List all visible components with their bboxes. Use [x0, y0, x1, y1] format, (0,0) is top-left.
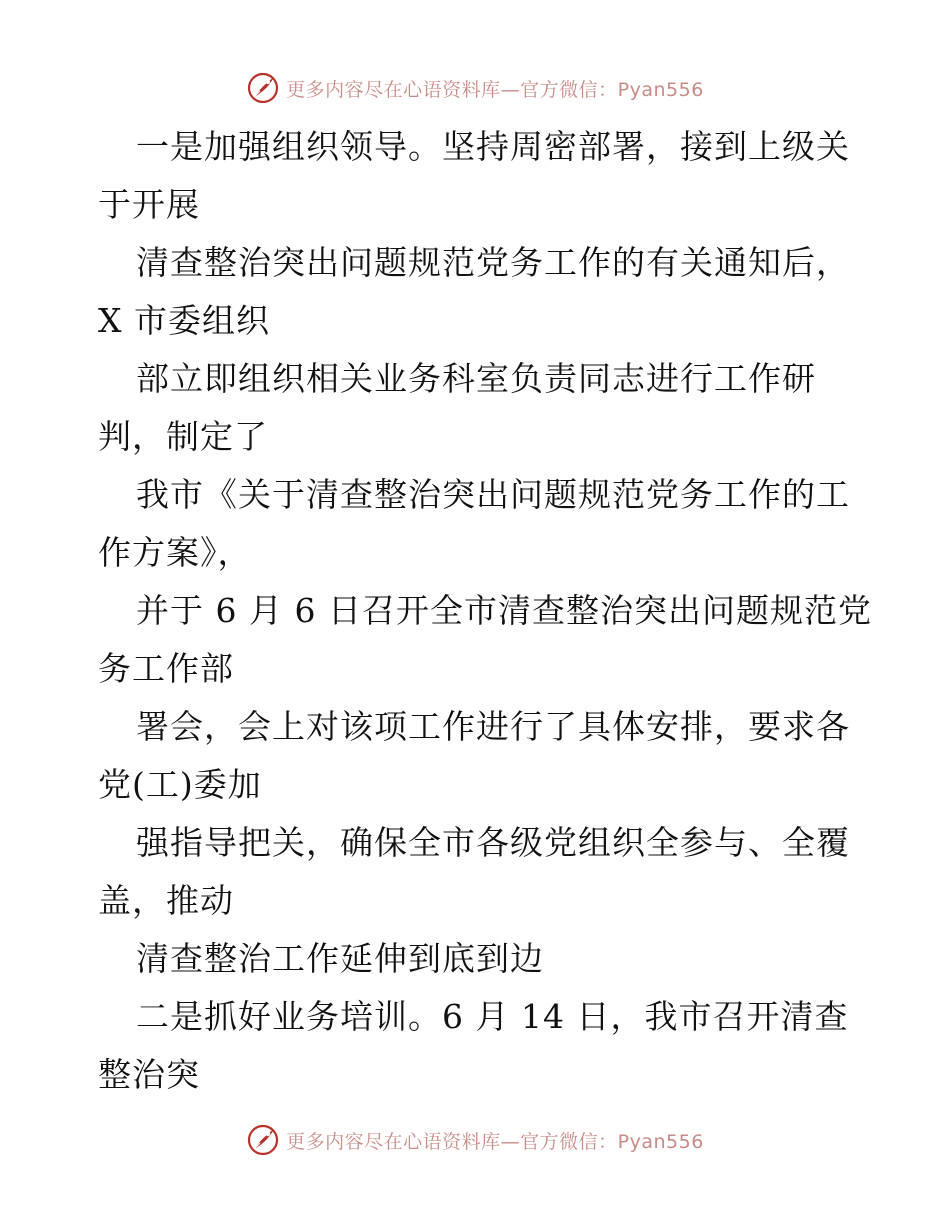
- text-line: 作方案》，: [98, 533, 252, 572]
- footer-watermark-banner: [0, 1120, 950, 1160]
- text-line: 并于 6 月 6 日召开全市清查整治突出问题规范党: [136, 591, 872, 630]
- text-line: 二是抓好业务培训。6 月 14 日，我市召开清查: [136, 997, 849, 1036]
- text-line: 于开展: [98, 185, 200, 224]
- text-line: 党(工)委加: [98, 765, 262, 804]
- quill-pen-logo-icon: [246, 71, 280, 105]
- text-line: 部立即组织相关业务科室负责同志进行工作研: [136, 359, 816, 398]
- banner-text: 更多内容尽在心语资料库—官方微信：Pyan556: [286, 1130, 704, 1153]
- text-line: 一是加强组织领导。坚持周密部署，接到上级关: [136, 127, 850, 166]
- text-line: 署会，会上对该项工作进行了具体安排，要求各: [136, 707, 850, 746]
- text-line: 盖，推动: [98, 881, 234, 920]
- quill-pen-logo-icon: [246, 1123, 280, 1157]
- banner-content: [246, 1123, 704, 1157]
- banner-content: [246, 71, 704, 105]
- text-line: 我市《关于清查整治突出问题规范党务工作的工: [136, 475, 850, 514]
- header-watermark-banner: [0, 68, 950, 108]
- text-line: X 市委组织: [98, 301, 270, 340]
- text-line: 强指导把关，确保全市各级党组织全参与、全覆: [136, 823, 850, 862]
- text-line: 清查整治工作延伸到底到边: [136, 939, 544, 978]
- text-line: 务工作部: [98, 649, 234, 688]
- text-line: 判，制定了: [98, 417, 268, 456]
- text-line: 清查整治突出问题规范党务工作的有关通知后，: [136, 243, 850, 282]
- document-body: [98, 118, 872, 1104]
- text-line: 整治突: [98, 1055, 200, 1094]
- banner-text: 更多内容尽在心语资料库—官方微信：Pyan556: [286, 78, 704, 101]
